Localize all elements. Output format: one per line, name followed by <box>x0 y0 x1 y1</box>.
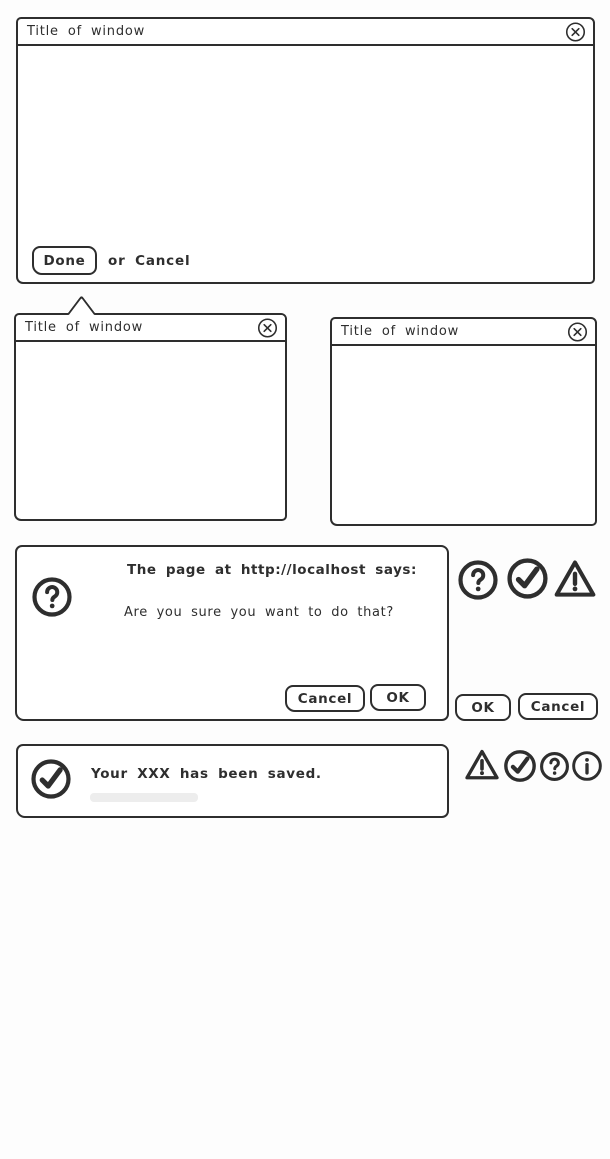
window-plain <box>330 317 597 526</box>
window-callout <box>14 313 287 521</box>
window-large-titlebar <box>18 19 593 46</box>
window-callout-titlebar <box>16 315 285 342</box>
window-callout-title: Title of window <box>25 320 143 335</box>
check-circle-icon <box>506 557 549 600</box>
window-plain-titlebar <box>332 319 595 346</box>
done-button[interactable]: Done <box>32 246 97 275</box>
close-icon[interactable] <box>565 21 586 42</box>
question-circle-icon <box>31 576 73 618</box>
warning-triangle-icon <box>464 747 500 783</box>
close-icon[interactable] <box>257 317 278 338</box>
dialog-ok-button[interactable]: OK <box>370 684 426 711</box>
check-circle-icon <box>503 749 537 783</box>
alert-dialog <box>15 545 449 721</box>
notification-message: Your XXX has been saved. <box>91 766 322 782</box>
notification-bar <box>16 744 449 818</box>
window-large-title: Title of window <box>27 24 145 39</box>
warning-triangle-icon <box>553 557 597 601</box>
check-circle-icon <box>30 758 72 800</box>
dialog-message: Are you sure you want to do that? <box>124 605 394 620</box>
window-large <box>16 17 595 284</box>
info-circle-icon <box>571 750 603 782</box>
notification-smudge <box>90 793 198 802</box>
close-icon[interactable] <box>567 321 588 342</box>
or-cancel-label: or Cancel <box>108 253 191 269</box>
question-circle-icon <box>457 559 499 601</box>
ok-button[interactable]: OK <box>455 694 511 721</box>
cancel-button[interactable]: Cancel <box>518 693 598 720</box>
dialog-cancel-button[interactable]: Cancel <box>285 685 365 712</box>
window-plain-title: Title of window <box>341 324 459 339</box>
dialog-heading: The page at http://localhost says: <box>127 562 417 578</box>
question-circle-icon <box>539 751 570 782</box>
